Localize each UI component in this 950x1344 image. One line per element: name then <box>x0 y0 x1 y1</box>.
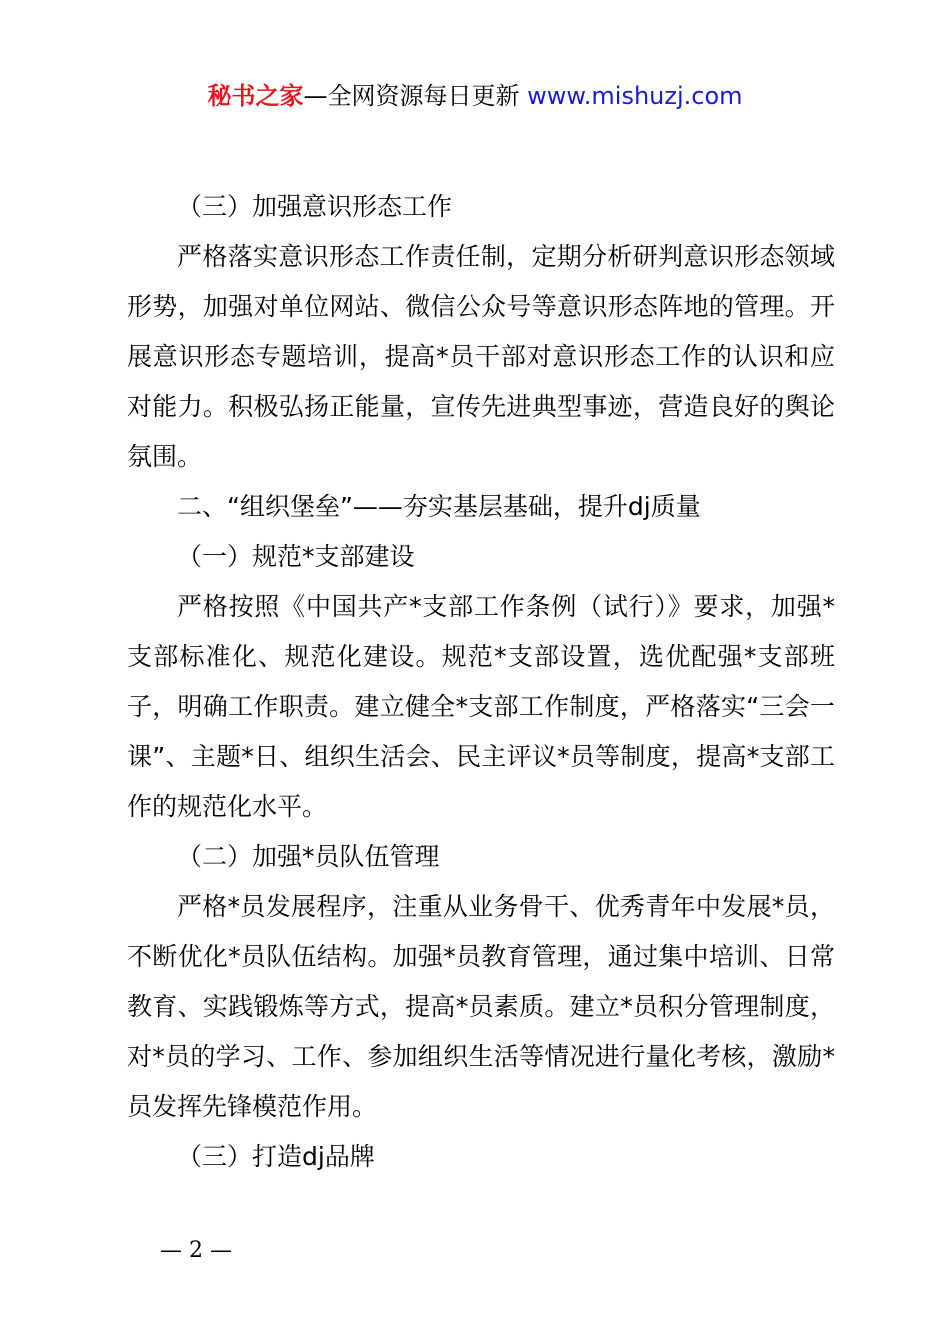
site-brand: 秘书之家 <box>207 82 304 110</box>
site-tagline: —全网资源每日更新 <box>303 82 520 110</box>
section-heading-ideology: （三）加强意识形态工作 <box>177 192 453 221</box>
paragraph-branch: 严格按照《中国共产*支部工作条例（试行）》要求，加强*支部标准化、规范化建设。规范*支部设置，选优配强*支部班子，明确工作职责。建立健全*支部工作制度，严格落实“三会一课”、主题*日、组织生活会、民主评议*员等制度，提高*支部工作的规范化水平。 <box>127 592 835 821</box>
site-header <box>0 80 950 112</box>
subsection-heading-members: （二）加强*员队伍管理 <box>177 842 440 871</box>
document-body <box>127 182 835 1182</box>
site-url-link[interactable]: www.mishuzj.com <box>527 82 743 110</box>
paragraph-members: 严格*员发展程序，注重从业务骨干、优秀青年中发展*员，不断优化*员队伍结构。加强*员教育管理，通过集中培训、日常教育、实践锻炼等方式，提高*员素质。建立*员积分管理制度，对*员的学习、工作、参加组织生活等情况进行量化考核，激励*员发挥先锋模范作用。 <box>127 892 835 1121</box>
subsection-heading-brand: （三）打造dj品牌 <box>177 1142 375 1171</box>
page-number: — 2 — <box>160 1238 232 1263</box>
paragraph-ideology: 严格落实意识形态工作责任制，定期分析研判意识形态领域形势，加强对单位网站、微信公众号等意识形态阵地的管理。开展意识形态专题培训，提高*员干部对意识形态工作的认识和应对能力。积极弘扬正能量，宣传先进典型事迹，营造良好的舆论氛围。 <box>127 242 835 471</box>
subsection-heading-branch: （一）规范*支部建设 <box>177 542 415 571</box>
section-heading-organization: 二、“组织堡垒”——夯实基层基础，提升dj质量 <box>177 492 701 521</box>
